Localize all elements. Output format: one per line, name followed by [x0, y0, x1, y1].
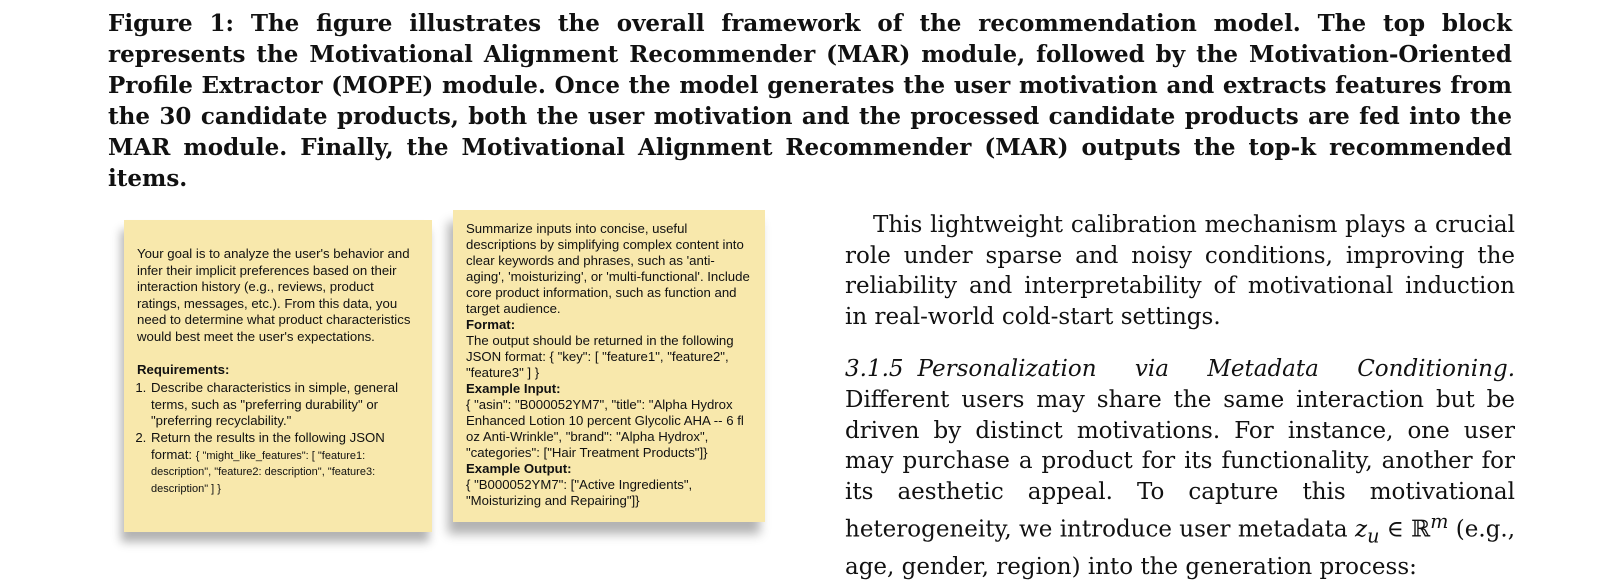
- requirement-json-format: { "might_like_features": [ "feature1: description", "feature2: description", "feature3: description" ] }: [151, 449, 376, 495]
- math-superscript: m: [1430, 510, 1449, 534]
- figure-caption: Figure 1: The figure illustrates the overall framework of the recommendation model. The top block represents the Motivational Alignment Recommender (MAR) module, followed by the Motivation-Oriented Profile Extractor (MOPE) module. Once the model generates the user motivation and extracts features from the 30 candidate products, both the user motivation and the processed candidate products are fed into the MAR module. Finally, the Motivational Alignment Recommender (MAR) outputs the top-k recommended items.: [108, 10, 1512, 192]
- note-left-intro: Your goal is to analyze the user's behavior and infer their implicit preferences based on their interaction history (e.g., reviews, product ratings, messages, etc.). From this data, you need to determine what product characteristics would best meet the user's expectations.: [137, 246, 411, 344]
- note-right-intro: Summarize inputs into concise, useful descriptions by simplifying complex content into clear keywords and phrases, such as 'anti-aging', 'moisturizing', or 'multi-functional'. Include core product information, such as function and target audience.: [466, 221, 750, 316]
- requirement-item: 1. Describe characteristics in simple, general terms, such as "preferring durability" or "preferring recyclability.": [150, 380, 420, 430]
- requirement-item: [150, 430, 420, 496]
- math-set: ∈ ℝ: [1386, 517, 1431, 543]
- math-subscript: u: [1367, 524, 1380, 548]
- paragraph-text: Different users may share the same interaction but be driven by distinct motivations. For instance, one user may purchase a product for its functionality, another for its aesthetic appeal. To capture this motivational heterogeneity, we introduce user metadata: [845, 386, 1515, 543]
- equation-fragment-cropped: [1085, 558, 1505, 578]
- paragraph-text-end: (e.g., age, gender, region) into the generation process:: [845, 517, 1516, 581]
- user-preference-prompt-note: [124, 220, 432, 532]
- example-output-text: { "B000052YM7": ["Active Ingredients", "Moisturizing and Repairing"]}: [466, 477, 693, 508]
- format-text: The output should be returned in the following JSON format: { "key": [ "feature1", "feature2", "feature3" ] }: [466, 333, 734, 380]
- example-output-heading: Example Output:: [466, 461, 572, 476]
- requirements-list: [137, 380, 420, 496]
- math-variable: z: [1354, 517, 1368, 543]
- requirements-heading: Requirements:: [137, 361, 230, 377]
- paragraph-calibration: This lightweight calibration mechanism plays a crucial role under sparse and noisy conditions, improving the reliability and interpretability of motivational induction in real-world cold-start settings.: [845, 212, 1515, 330]
- paragraph-personalization: [845, 354, 1515, 582]
- requirement-text: Return the results in the following JSON format:: [151, 429, 385, 462]
- example-input-heading: Example Input:: [466, 381, 561, 396]
- format-heading: Format:: [466, 317, 516, 332]
- product-summary-prompt-note: [453, 210, 765, 522]
- section-number: 3.1.5: [845, 356, 904, 383]
- paper-body-column: [845, 210, 1515, 583]
- section-title: Personalization via Metadata Conditioning.: [917, 356, 1515, 383]
- example-input-text: { "asin": "B000052YM7", "title": "Alpha Hydrox Enhanced Lotion 10 percent Glycolic AHA -- 6 fl oz Anti-Wrinkle", "brand": "Alpha Hydrox", "categories": ["Hair Treatment Products"]}: [466, 397, 744, 460]
